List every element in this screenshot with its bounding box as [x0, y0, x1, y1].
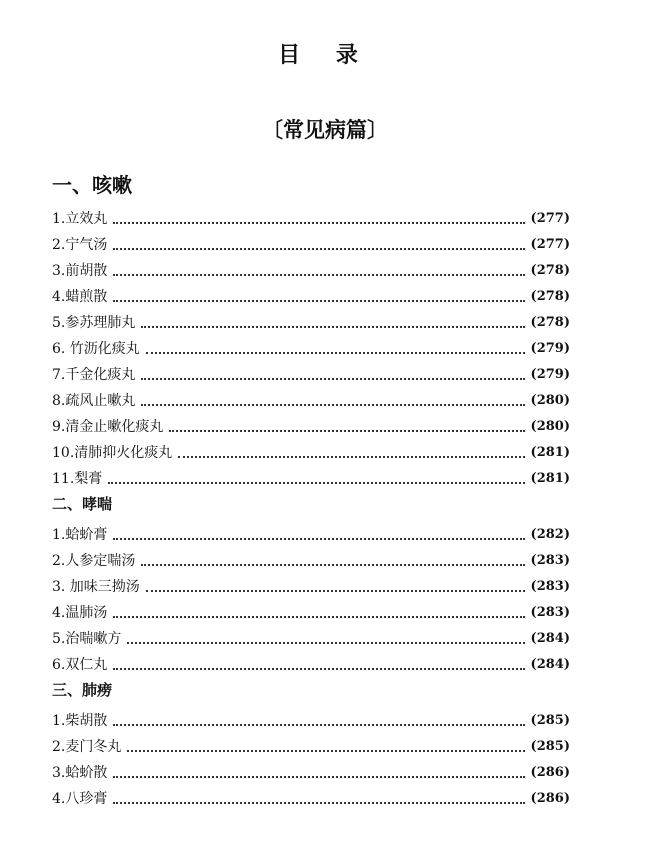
dot-leader: [113, 802, 524, 804]
entry-page-number: (285): [530, 739, 570, 754]
dot-leader: [178, 456, 524, 458]
entry-page-number: (277): [530, 211, 570, 226]
entry-page-number: (286): [530, 791, 570, 806]
entry-name: 1.立效丸: [52, 211, 108, 227]
entry-name: 2.宁气汤: [52, 237, 108, 253]
dot-leader: [113, 616, 524, 618]
entry-page-number: (281): [530, 445, 570, 460]
toc-entry[interactable]: [52, 782, 570, 808]
toc-entry[interactable]: [52, 254, 570, 280]
entry-name: 6.双仁丸: [52, 657, 108, 673]
entry-name: 8.疏风止嗽丸: [52, 393, 136, 409]
toc-entry[interactable]: [52, 596, 570, 622]
entry-name: 3.蛤蚧散: [52, 765, 108, 781]
dot-leader: [169, 430, 524, 432]
entry-page-number: (280): [530, 393, 570, 408]
toc-entry[interactable]: [52, 384, 570, 410]
entry-page-number: (283): [530, 605, 570, 620]
entry-name: 7.千金化痰丸: [52, 367, 136, 383]
entry-page-number: (278): [530, 289, 570, 304]
entry-name: 5.治喘嗽方: [52, 631, 122, 647]
entry-page-number: (279): [530, 341, 570, 356]
dot-leader: [113, 724, 524, 726]
toc-entry[interactable]: [52, 730, 570, 756]
section-heading: 一、咳嗽: [52, 173, 132, 197]
section-entries: [52, 202, 570, 488]
dot-leader: [113, 776, 524, 778]
entry-page-number: (278): [530, 263, 570, 278]
entry-name: 9.清金止嗽化痰丸: [52, 419, 164, 435]
toc-entry[interactable]: [52, 462, 570, 488]
toc-entry[interactable]: [52, 202, 570, 228]
entry-page-number: (280): [530, 419, 570, 434]
dot-leader: [141, 326, 524, 328]
toc-list: [52, 168, 570, 808]
entry-page-number: (283): [530, 579, 570, 594]
entry-name: 3. 加味三拗汤: [52, 579, 140, 595]
entry-name: 5.参苏理肺丸: [52, 315, 136, 331]
dot-leader: [113, 538, 524, 540]
entry-name: 4.蜡煎散: [52, 289, 108, 305]
section-entries: [52, 518, 570, 674]
toc-entry[interactable]: [52, 410, 570, 436]
toc-entry[interactable]: [52, 648, 570, 674]
toc-entry[interactable]: [52, 306, 570, 332]
dot-leader: [141, 564, 524, 566]
entry-page-number: (284): [530, 657, 570, 672]
toc-entry[interactable]: [52, 436, 570, 462]
entry-page-number: (285): [530, 713, 570, 728]
dot-leader: [108, 482, 524, 484]
section-entries: [52, 704, 570, 808]
part-title: 〔常见病篇〕: [262, 117, 388, 142]
page-title: 目 录: [278, 42, 372, 68]
toc-entry[interactable]: [52, 518, 570, 544]
dot-leader: [113, 668, 524, 670]
entry-page-number: (278): [530, 315, 570, 330]
toc-entry[interactable]: [52, 358, 570, 384]
entry-name: 1.蛤蚧膏: [52, 527, 108, 543]
entry-name: 1.柴胡散: [52, 713, 108, 729]
entry-name: 10.清肺抑火化痰丸: [52, 445, 173, 461]
toc-entry[interactable]: [52, 622, 570, 648]
entry-name: 4.温肺汤: [52, 605, 108, 621]
dot-leader: [127, 642, 524, 644]
entry-page-number: (282): [530, 527, 570, 542]
entry-page-number: (283): [530, 553, 570, 568]
entry-name: 6. 竹沥化痰丸: [52, 341, 140, 357]
dot-leader: [141, 378, 524, 380]
toc-entry[interactable]: [52, 570, 570, 596]
entry-name: 11.梨膏: [52, 471, 103, 487]
dot-leader: [141, 404, 524, 406]
entry-page-number: (281): [530, 471, 570, 486]
entry-name: 4.八珍膏: [52, 791, 108, 807]
entry-page-number: (286): [530, 765, 570, 780]
dot-leader: [146, 590, 525, 592]
dot-leader: [127, 750, 524, 752]
dot-leader: [113, 274, 524, 276]
entry-name: 3.前胡散: [52, 263, 108, 279]
toc-entry[interactable]: [52, 756, 570, 782]
dot-leader: [113, 248, 524, 250]
section-heading: 二、哮喘: [52, 495, 113, 513]
entry-name: 2.人参定喘汤: [52, 553, 136, 569]
entry-page-number: (279): [530, 367, 570, 382]
dot-leader: [113, 222, 524, 224]
section-heading: 三、肺痨: [52, 681, 113, 699]
toc-entry[interactable]: [52, 332, 570, 358]
toc-entry[interactable]: [52, 544, 570, 570]
entry-name: 2.麦门冬丸: [52, 739, 122, 755]
entry-page-number: (277): [530, 237, 570, 252]
toc-entry[interactable]: [52, 228, 570, 254]
dot-leader: [146, 352, 525, 354]
dot-leader: [113, 300, 524, 302]
toc-entry[interactable]: [52, 280, 570, 306]
toc-entry[interactable]: [52, 704, 570, 730]
entry-page-number: (284): [530, 631, 570, 646]
